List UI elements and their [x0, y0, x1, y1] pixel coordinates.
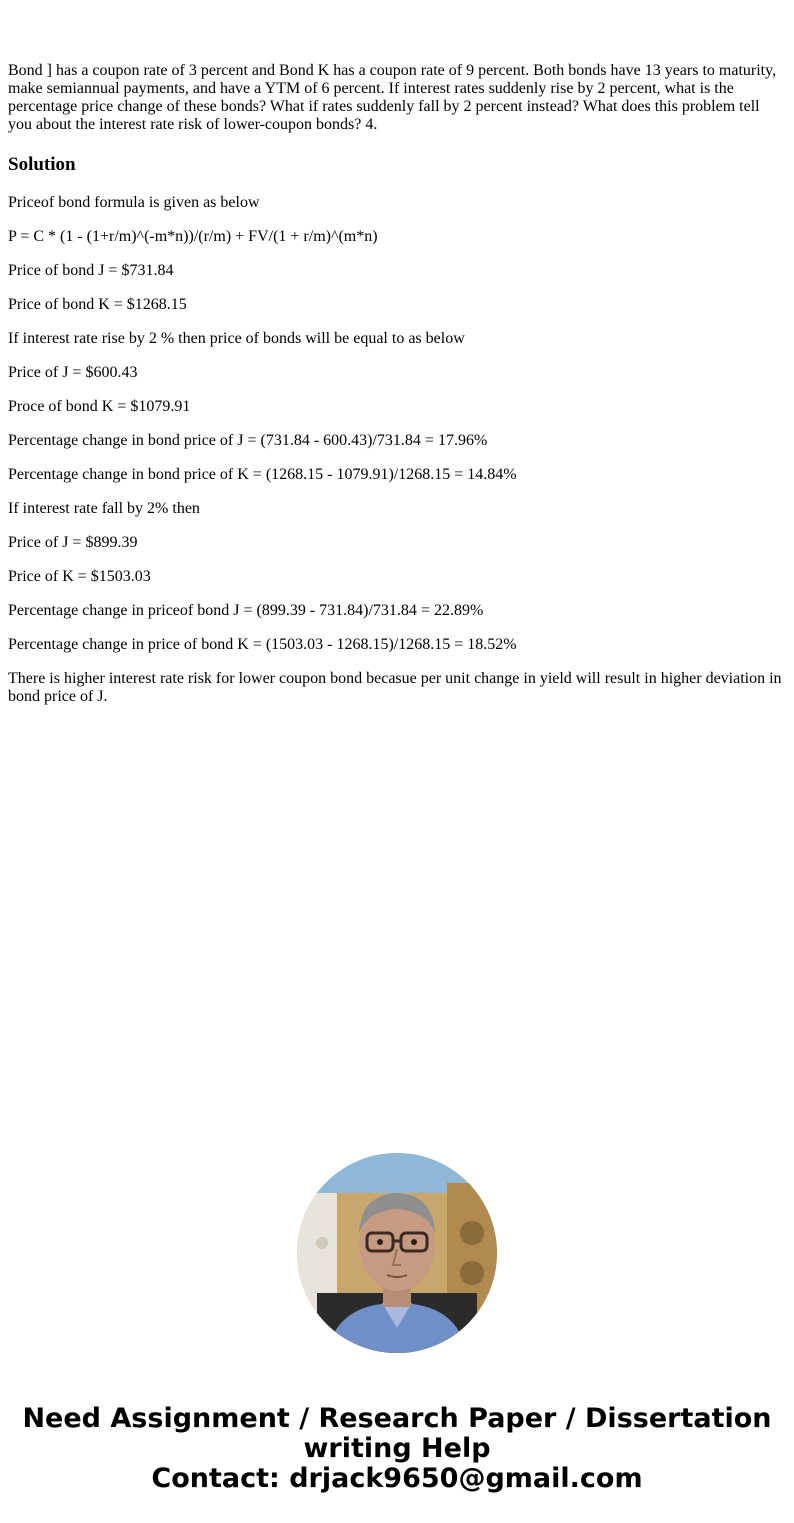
author-avatar	[297, 1153, 497, 1353]
solution-step: Price of J = $600.43	[8, 364, 138, 381]
solution-step: Proce of bond K = $1079.91	[8, 398, 191, 415]
footer-contact-email: Contact: drjack9650@gmail.com	[151, 1463, 643, 1494]
document-body	[8, 62, 786, 722]
solution-step: Percentage change in bond price of J = (731.84 - 600.43)/731.84 = 17.96%	[8, 432, 488, 449]
footer-line-2: writing Help	[303, 1433, 491, 1464]
author-portrait-image	[297, 1153, 497, 1353]
solution-heading: Solution	[8, 154, 76, 175]
question-text: Bond ] has a coupon rate of 3 percent and Bond K has a coupon rate of 9 percent. Both bonds have 13 years to maturity, make semiannual payments, and have a YTM of 6 percent. If interest rates suddenly rise by 2 percent, what is the percentage price change of these bonds? What if rates suddenly fall by 2 percent instead? What does this problem tell you about the interest rate risk of lower-coupon bonds? 4.	[8, 62, 777, 133]
footer-contact	[0, 1404, 794, 1494]
solution-step: Price of bond K = $1268.15	[8, 296, 187, 313]
solution-step: Percentage change in priceof bond J = (899.39 - 731.84)/731.84 = 22.89%	[8, 602, 484, 619]
solution-step: Price of J = $899.39	[8, 534, 138, 551]
solution-step: Priceof bond formula is given as below	[8, 194, 260, 211]
solution-step: Percentage change in price of bond K = (1503.03 - 1268.15)/1268.15 = 18.52%	[8, 636, 517, 653]
solution-step: Percentage change in bond price of K = (1268.15 - 1079.91)/1268.15 = 14.84%	[8, 466, 517, 483]
solution-step: Price of bond J = $731.84	[8, 262, 174, 279]
solution-step: P = C * (1 - (1+r/m)^(-m*n))/(r/m) + FV/(1 + r/m)^(m*n)	[8, 228, 378, 245]
footer-line-1: Need Assignment / Research Paper / Dissertation	[22, 1403, 772, 1434]
solution-step: Price of K = $1503.03	[8, 568, 151, 585]
solution-step: If interest rate rise by 2 % then price of bonds will be equal to as below	[8, 330, 465, 347]
solution-step: There is higher interest rate risk for lower coupon bond becasue per unit change in yield will result in higher deviation in bond price of J.	[8, 670, 782, 705]
solution-step: If interest rate fall by 2% then	[8, 500, 200, 517]
